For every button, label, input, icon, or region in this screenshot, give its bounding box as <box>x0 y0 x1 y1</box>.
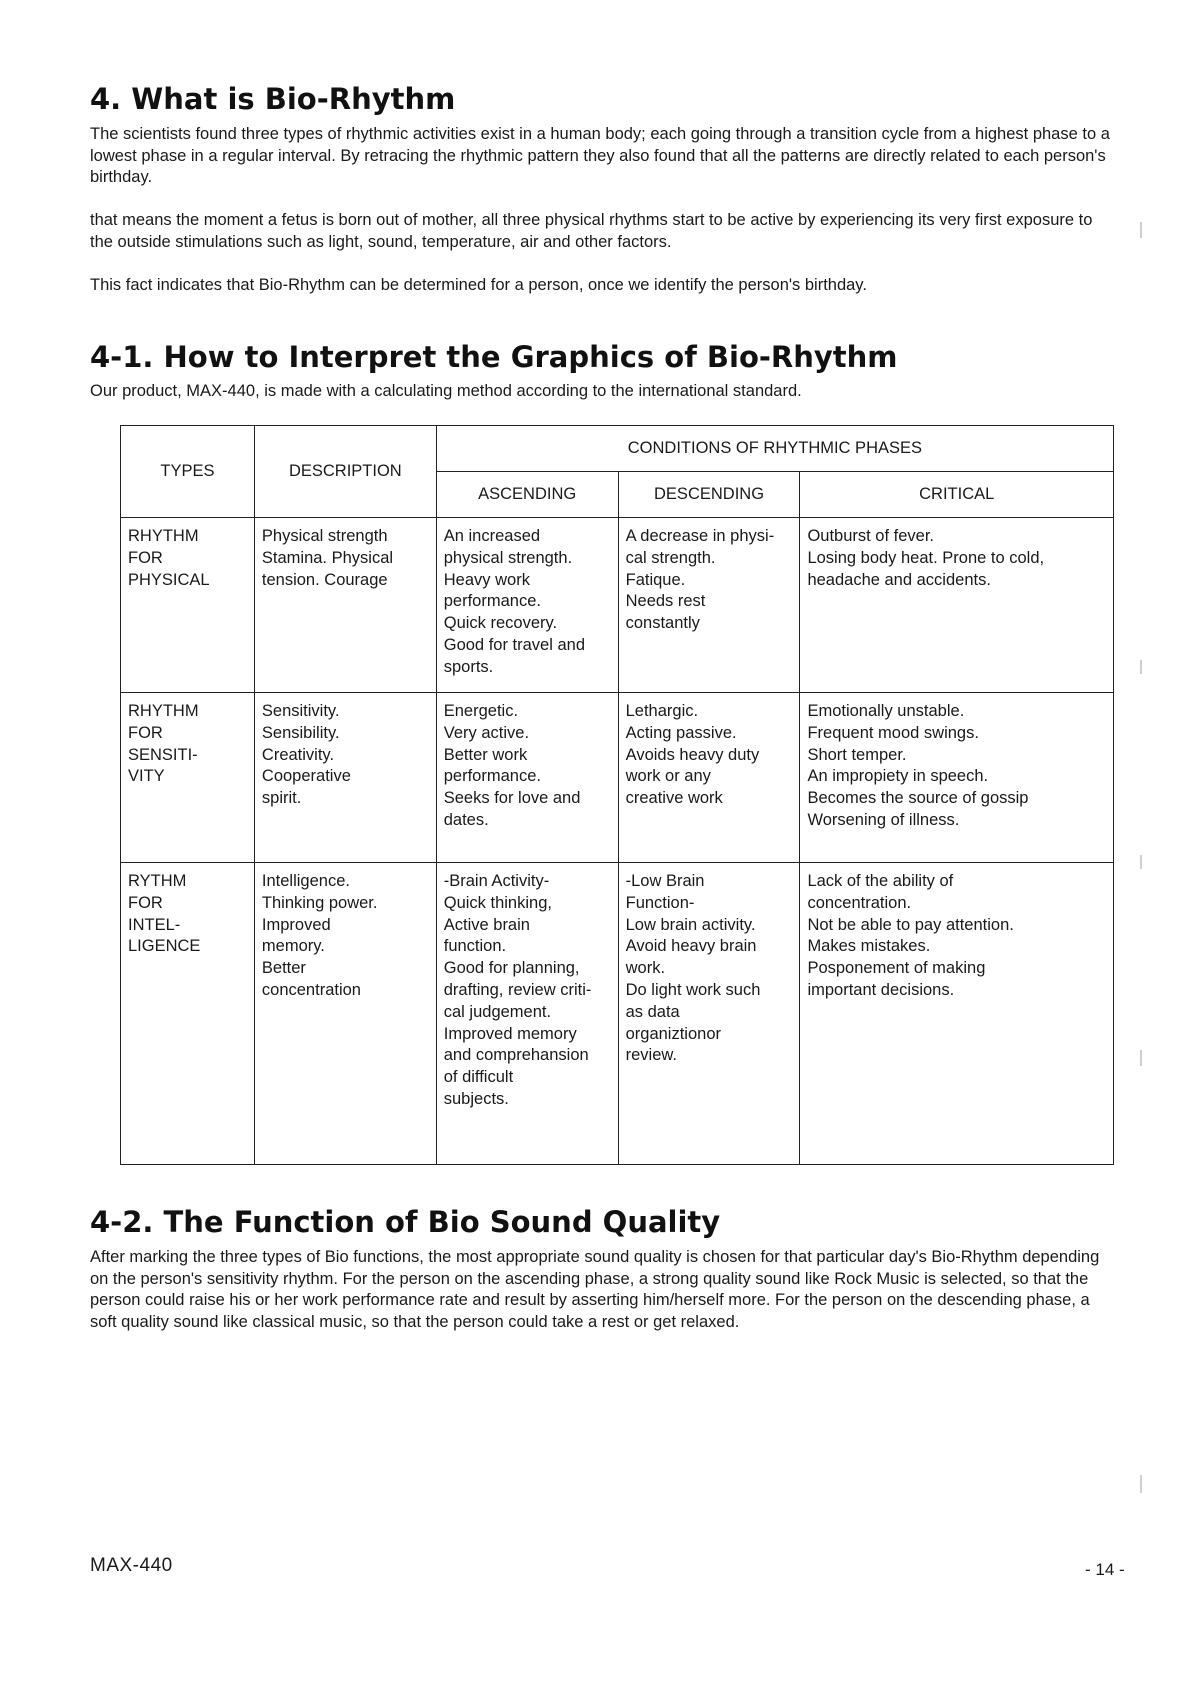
cell-ascending: -Brain Activity- Quick thinking, Active brain function. Good for planning, drafting, review criti- cal judgement. Improved memory and comprehansion of difficult subjects. <box>436 863 618 1165</box>
header-types: TYPES <box>121 426 255 518</box>
table-row <box>121 518 1114 693</box>
cell-type: RHYTHM FOR PHYSICAL <box>121 518 255 693</box>
cell-ascending: Energetic. Very active. Better work performance. Seeks for love and dates. <box>436 693 618 863</box>
cell-critical: Outburst of fever. Losing body heat. Prone to cold, headache and accidents. <box>800 518 1114 693</box>
cell-critical: Emotionally unstable. Frequent mood swings. Short temper. An impropiety in speech. Becomes the source of gossip Worsening of illness. <box>800 693 1114 863</box>
section-4-title: 4. What is Bio-Rhythm <box>90 82 456 116</box>
section-4-2-paragraph: After marking the three types of Bio functions, the most appropriate sound quality is chosen for that particular day's Bio-Rhythm depending on the person's sensitivity rhythm. For the person on the ascending phase, a strong quality sound like Rock Music is selected, so that the person could raise his or her work performance rate and result by asserting him/herself more. For the person on the descending phase, a soft quality sound like classical music, so that the person could take a rest or get relaxed. <box>90 1248 1100 1331</box>
section-4-paragraph-1: The scientists found three types of rhythmic activities exist in a human body; each going through a transition cycle from a highest phase to a lowest phase in a regular interval. By retracing the rhythmic pattern they also found that all the patterns are directly related to each person's birthday. <box>90 125 1110 186</box>
section-4-paragraph-2: that means the moment a fetus is born out of mother, all three physical rhythms start to be active by experiencing its very first exposure to the outside stimulations such as light, sound, temperature, air and other factors. <box>90 211 1093 251</box>
table-row <box>121 693 1114 863</box>
footer-model: MAX-440 <box>90 1555 173 1576</box>
header-description: DESCRIPTION <box>254 426 436 518</box>
cell-description: Physical strength Stamina. Physical tension. Courage <box>254 518 436 693</box>
header-critical: CRITICAL <box>800 472 1114 518</box>
footer-page-number: - 14 - <box>1085 1560 1125 1579</box>
scan-margin-mark <box>1140 1475 1142 1493</box>
scan-margin-mark <box>1140 1050 1142 1066</box>
header-descending: DESCENDING <box>618 472 800 518</box>
bio-rhythm-table <box>120 425 1114 1165</box>
cell-description: Intelligence. Thinking power. Improved memory. Better concentration <box>254 863 436 1165</box>
cell-type: RYTHM FOR INTEL- LIGENCE <box>121 863 255 1165</box>
scan-margin-mark <box>1140 660 1142 674</box>
cell-description: Sensitivity. Sensibility. Creativity. Cooperative spirit. <box>254 693 436 863</box>
table-row <box>121 863 1114 1165</box>
cell-ascending: An increased physical strength. Heavy work performance. Quick recovery. Good for travel and sports. <box>436 518 618 693</box>
cell-descending: -Low Brain Function- Low brain activity. Avoid heavy brain work. Do light work such as data organiztionor review. <box>618 863 800 1165</box>
section-4-2-title: 4-2. The Function of Bio Sound Quality <box>90 1205 721 1239</box>
cell-descending: Lethargic. Acting passive. Avoids heavy duty work or any creative work <box>618 693 800 863</box>
cell-critical: Lack of the ability of concentration. Not be able to pay attention. Makes mistakes. Posponement of making important decisions. <box>800 863 1114 1165</box>
header-conditions: CONDITIONS OF RHYTHMIC PHASES <box>436 426 1113 472</box>
section-4-1-title: 4-1. How to Interpret the Graphics of Bio-Rhythm <box>90 340 898 374</box>
scan-margin-mark <box>1140 855 1142 869</box>
header-ascending: ASCENDING <box>436 472 618 518</box>
cell-type: RHYTHM FOR SENSITI- VITY <box>121 693 255 863</box>
section-4-1-intro: Our product, MAX-440, is made with a calculating method according to the international standard. <box>90 382 802 400</box>
scan-margin-mark <box>1140 222 1142 238</box>
section-4-paragraph-3: This fact indicates that Bio-Rhythm can be determined for a person, once we identify the person's birthday. <box>90 276 867 294</box>
table-header-row <box>121 426 1114 472</box>
cell-descending: A decrease in physi- cal strength. Fatique. Needs rest constantly <box>618 518 800 693</box>
